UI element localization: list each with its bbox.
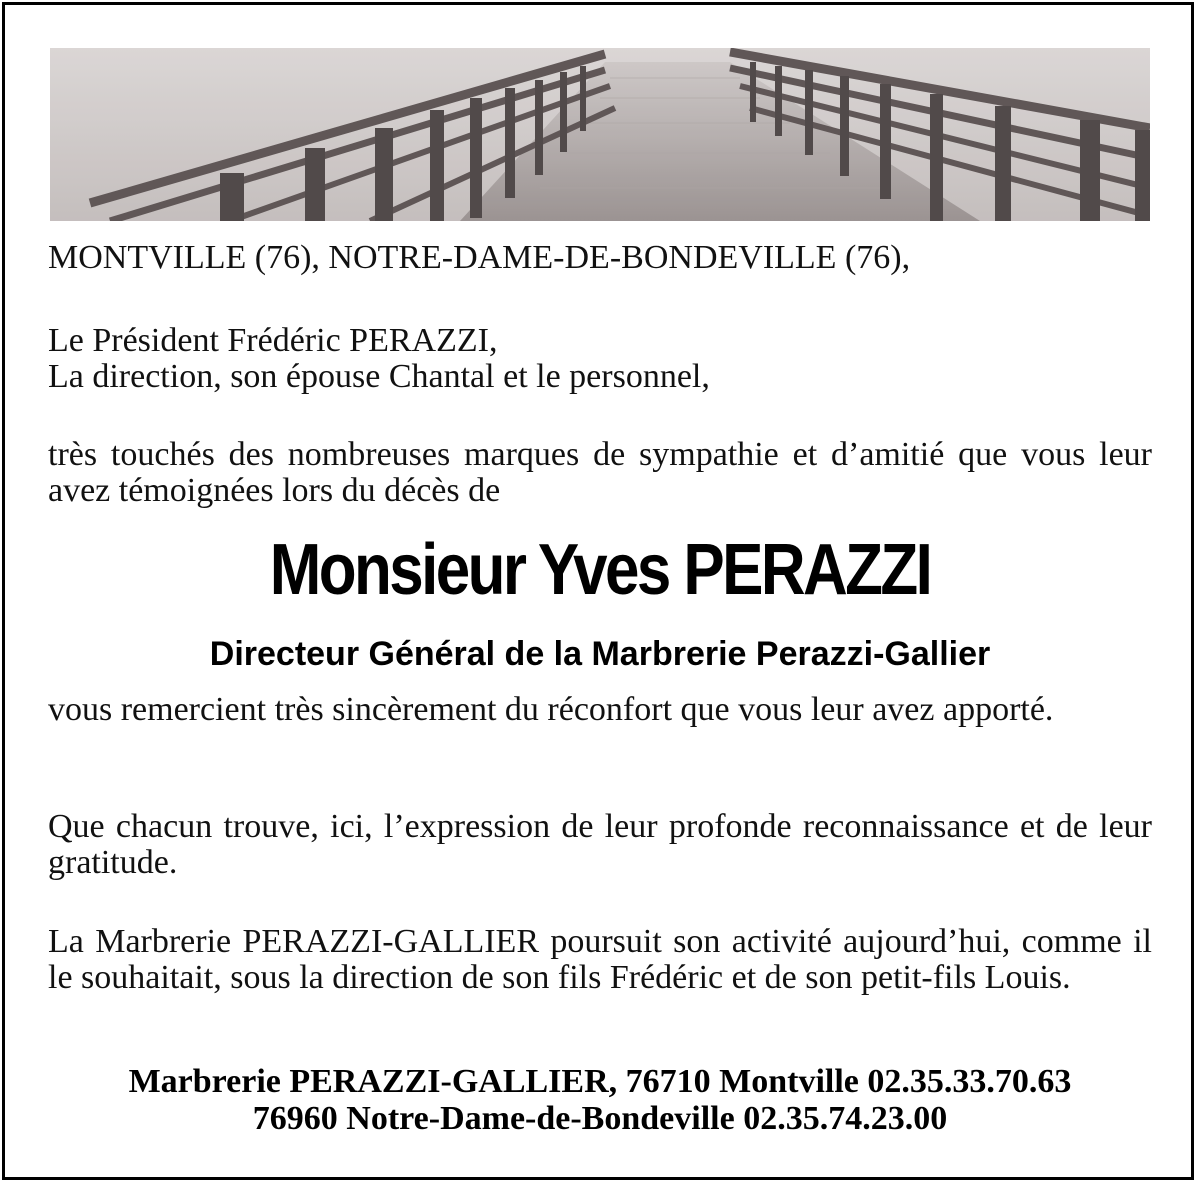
sender-direction: La direction, son épouse Chantal et le personnel, bbox=[48, 358, 710, 395]
footbridge-photo bbox=[50, 48, 1150, 221]
thanks-paragraph: vous remercient très sincèrement du réconfort que vous leur avez apporté. bbox=[48, 691, 1054, 728]
footer-montville: Marbrerie PERAZZI-GALLIER, 76710 Montville 02.35.33.70.63 bbox=[128, 1063, 1072, 1100]
gratitude-paragraph: Que chacun trouve, ici, l’expression de leur profonde reconnaissance et de leur gratitude. bbox=[48, 808, 1152, 881]
deceased-title: Directeur Général de la Marbrerie Perazzi-Gallier bbox=[209, 635, 991, 673]
footer-bondeville: 76960 Notre-Dame-de-Bondeville 02.35.74.23.00 bbox=[252, 1100, 948, 1137]
location-line: MONTVILLE (76), NOTRE-DAME-DE-BONDEVILLE (76), bbox=[48, 239, 911, 276]
continuation-paragraph: La Marbrerie PERAZZI-GALLIER poursuit son activité aujourd’hui, comme il le souhaitait, sous la direction de son fils Frédéric et de son petit-fils Louis. bbox=[48, 923, 1152, 996]
contact-footer bbox=[0, 1063, 1200, 1137]
intro-paragraph: très touchés des nombreuses marques de sympathie et d’amitié que vous leur avez témoignées lors du décès de bbox=[48, 436, 1152, 509]
deceased-name: Monsieur Yves PERAZZI bbox=[269, 530, 931, 610]
senders-block bbox=[48, 323, 1152, 395]
sender-president: Le Président Frédéric PERAZZI, bbox=[48, 322, 498, 359]
